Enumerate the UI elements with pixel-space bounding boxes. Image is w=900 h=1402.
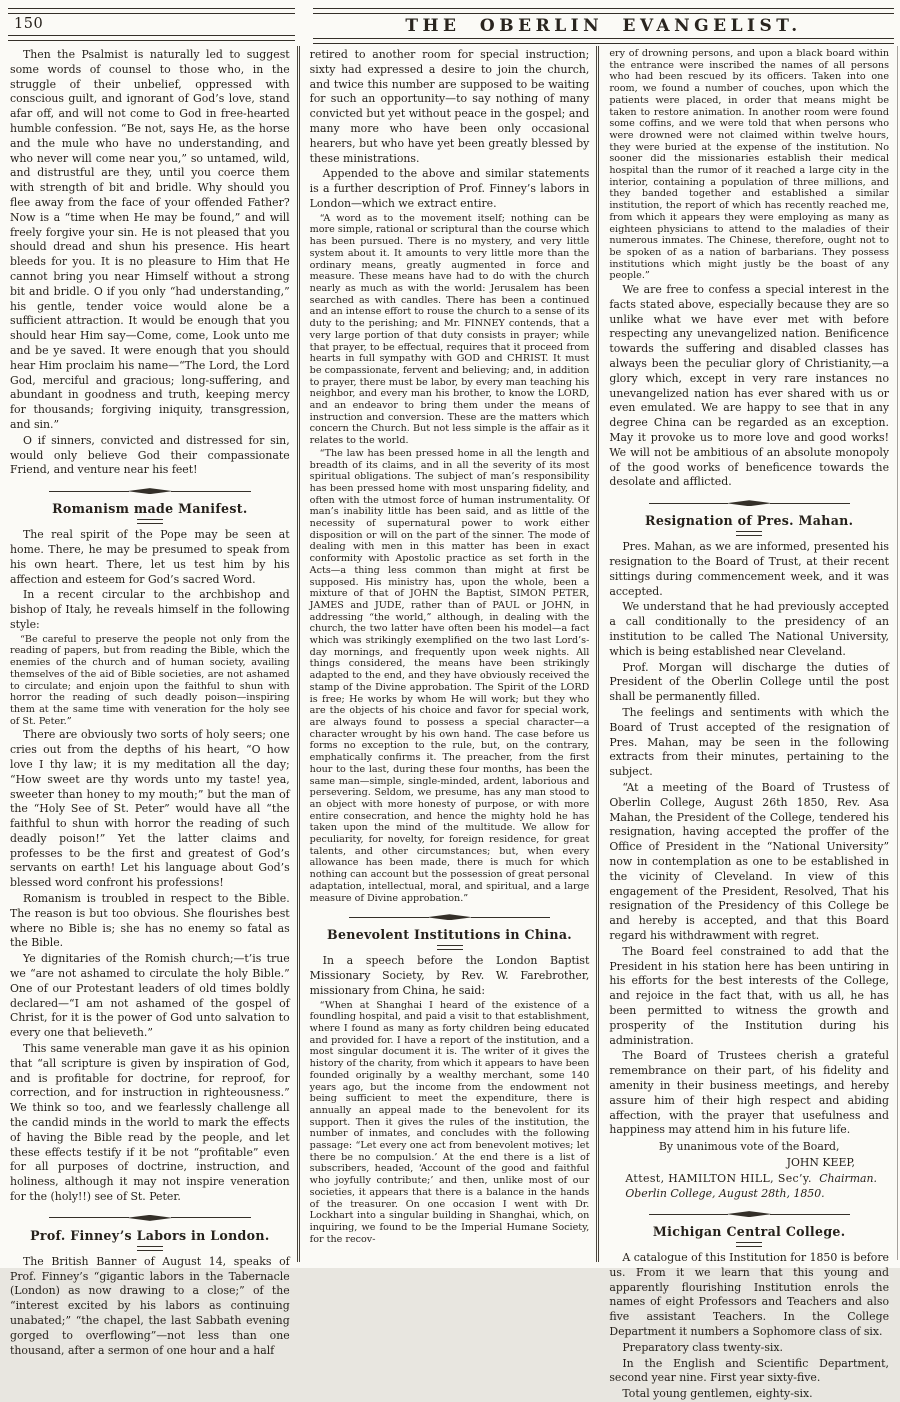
paragraph: retired to another room for special instruction; sixty had expressed a desire to join the church, and twice this number are supposed to be waiting for such an opportunity—to say nothing of many convicted but yet without peace in the gospel; and many more who have been only occasional hearers, but who have yet been greatly blessed by these ministrations. bbox=[309, 48, 590, 165]
header-bottom-rule-right bbox=[313, 38, 894, 44]
divider-diamond bbox=[427, 914, 473, 920]
quoted-extract-paragraph: “A word as to the movement itself; nothing can be more simple, rational or scriptural than the course which has been pursued. There is no mystery, and very little system about it. It amounts to very little more than the ordinary means, greatly augmented in force and measure. These means have had to do with the church nearly as much as with the world: Jerusalem has been searched as with candles. There has been a continued and an intense effort to rouse the church to a sense of its duty to the perishing; and Mr. FINNEY contends, that a very large portion of that duty consists in prayer; while that prayer, to be effectual, requires that it proceed from hearts in full sympathy with GOD and CHRIST. It must be compassionate, fervent and believing; and, in addition to prayer, there must be labor, by every man teaching his neighbor, and every man his brother, to know the LORD, and an endeavor to bring them under the means of instruction and conversion. These are the matters which concern the Church. But not less simple is the affair as it relates to the world. bbox=[309, 212, 590, 447]
paragraph: Appended to the above and similar statements is a further description of Prof. Finney’s labors in London—which we extract entire. bbox=[309, 167, 590, 210]
divider-line bbox=[49, 491, 129, 492]
article-heading-block bbox=[609, 513, 889, 536]
paragraph: O if sinners, convicted and distressed for sin, would only believe God their compassionate Friend, and venture near his feet! bbox=[10, 433, 290, 477]
paragraph: In a speech before the London Baptist Missionary Society, by Rev. W. Farebrother, missionary from China, he said: bbox=[309, 954, 590, 997]
paragraph: The British Banner of August 14, speaks of Prof. Finney’s “gigantic labors in the Tabernacle (London) as now drawing to a close;” of the “interest excited by his labors as continuing unabated;” “the chapel, the last Sabbath evening gorged to overflowing”—not less than one thousand, after a sermon of one hour and a half bbox=[10, 1254, 290, 1357]
signature-date-line: Oberlin College, August 28th, 1850. bbox=[625, 1187, 825, 1201]
paragraph: A catalogue of this Institution for 1850 is before us. From it we learn that this young and apparently flourishing Institution enrols the names of eight Professors and Teachers and also five assistant Teachers. In the College Department it numbers a Sophomore class of six. bbox=[609, 1251, 890, 1339]
divider-diamond bbox=[726, 1211, 772, 1217]
divider-diamond bbox=[127, 1215, 173, 1221]
article-title: Michigan Central College. bbox=[652, 1224, 846, 1240]
divider-line bbox=[471, 917, 551, 918]
section-divider-ornament bbox=[649, 1211, 850, 1217]
masthead-title: THE OBERLIN EVANGELIST. bbox=[405, 16, 802, 36]
paragraph: Romanism is troubled in respect to the Bible. The reason is but too obvious. She flourishes best where no Bible is; she has no enemy so fatal as the Bible. bbox=[10, 892, 290, 950]
header-bottom-rule-left bbox=[8, 35, 295, 41]
paragraph: We are free to confess a special interest in the facts stated above, especially because they are so unlike what we have ever met with before respecting any unevangelized nation. Benificence towards the suffering and disabled classes has always been the peculiar glory of Christianity,—a glory which, except in very rare instances no unevangelized nation has ever shared with us or even emulated. We are happy to see that in any degree China can be regarded as an exception. May it provoke us to more love and good works! We will not be ambitious of an absolute monopoly of the good works of beneficence towards the desolate and afflicted. bbox=[609, 283, 890, 489]
heading-underline-ornament bbox=[137, 1246, 163, 1251]
divider-line bbox=[171, 1217, 251, 1218]
paragraph: The Board of Trustees cherish a grateful remembrance on their part, of his fidelity and amenity in their business meetings, and hereby assure him of their high respect and abiding affection, with the prayer that usefulness and happiness may attend him in his future life. bbox=[609, 1049, 890, 1137]
paragraph: In a recent circular to the archbishop and bishop of Italy, he reveals himself in the following style: bbox=[10, 588, 290, 631]
heading-underline-ornament bbox=[437, 945, 463, 950]
columns bbox=[0, 44, 900, 1401]
section-divider-ornament bbox=[49, 488, 250, 494]
paragraph: In the English and Scientific Department, second year nine. First year sixty-five. bbox=[609, 1356, 890, 1385]
quoted-extract-paragraph: “Be careful to preserve the people not only from the reading of papers, but from reading the Bible, which the enemies of the church and of human society, availing themselves of the aid of Bible societies, are not ashamed to circulate; and enjoin upon the faithful to shun with horror the reading of such deadly poison—inspiring them at the same time with veneration for the holy see of St. Peter.” bbox=[10, 633, 290, 727]
masthead-block bbox=[313, 8, 894, 44]
article-heading-block bbox=[310, 927, 590, 950]
paragraph: Total young gentlemen, eighty-six. bbox=[622, 1387, 813, 1401]
quoted-extract-paragraph: “When at Shanghai I heard of the existence of a foundling hospital, and paid a visit to that establishment, where I found as many as forty children being educated and provided for. I have a report of the institution, and a most singular document it is. The writer of it gives the history of the charity, from which it appears to have been founded originally by a wealthy merchant, some 140 years ago, but the income from the endowment not being sufficient to meet the expenditure, there is annually an appeal made to the benevolent for its support. Then it gives the rules of the institution, the number of inmates, and concludes with the following passage: “Let every one act from benevolent motives; let there be no compulsion.’ At the end there is a list of subscribers, headed, ‘Account of the good and faithful who joyfully contribute;’ and then, unlike most of our societies, it appears that there is a balance in the hands of the treasurer. On one occasion I went with Dr. Lockhart into a singular building in Shanghai, which, on inquiring, we found to be the Imperial Humane Society, for the recov- bbox=[309, 999, 590, 1245]
divider-line bbox=[770, 1214, 850, 1215]
divider-line bbox=[349, 917, 429, 918]
signature-chairman-text: Chairman. bbox=[819, 1172, 878, 1186]
divider-line bbox=[49, 1217, 129, 1218]
section-divider-ornament bbox=[649, 500, 850, 506]
paragraph: We understand that he had previously accepted a call conditionally to the presidency of an institution to be called The National University, which is being established near Cleveland. bbox=[609, 600, 890, 658]
divider-line bbox=[171, 491, 251, 492]
column-1 bbox=[8, 46, 297, 1357]
article-heading-block bbox=[609, 1224, 889, 1247]
divider-diamond bbox=[127, 488, 173, 494]
heading-underline-ornament bbox=[137, 519, 163, 524]
column-2 bbox=[297, 46, 597, 1262]
paragraph: The real spirit of the Pope may be seen at home. There, he may be presumed to speak from his own heart. There, let us test him by his affection and esteem for God’s sacred Word. bbox=[10, 528, 290, 586]
quoted-extract-paragraph: “The law has been pressed home in all the length and breadth of its claims, and in all the severity of its most spiritual obligations. The subject of man’s responsibility has been pressed home with most unsparing fidelity, and often with the utmost force of human instrumentality. Of man’s inability little has been said, and as little of the necessity of supernatural power to work either disposition or will on the part of the sinner. The mode of dealing with men in this matter has been in exact conformity with Apostolic practice as set forth in the Acts—a thing less common than might at first be supposed. His ministry has, upon the whole, been a mixture of that of JOHN the Baptist, SIMON PETER, JAMES and JUDE, rather than of PAUL or JOHN, in addressing “the world,” although, in dealing with the church, the two latter have often been his model—a fact which was strikingly exemplified on the two last Lord’s-day mornings, and frequently upon week nights. All things considered, the means have been strikingly adapted to the end, and they have obviously received the stamp of the Divine approbation. The Spirit of the LORD is free; He works by whom He will work; but they who are the objects of his choice and favor for special work, are always found to possess a special character—a character wrought by his own hand. The case before us forms no exception to the rule, but, on the contrary, emphatically confirms it. The preacher, from the first hour to the last, during these four months, has been the same man—simple, single-minded, ardent, laborious and persevering. Seldom, we presume, has any man stood to an object with more honesty of purpose, or with more entire consecration, and hence the mighty hold he has taken upon the mind of the multitude. We allow for peculiarity, for novelty, for foreign residence, for great talents, and other circumstances; but, when every allowance has been made, there is much for which nothing can account but the possession of great personal adaptation, intellectual, moral, and spiritual, and a large measure of Divine approbation.” bbox=[309, 447, 590, 904]
signature-attest-line bbox=[609, 1171, 889, 1186]
paragraph: This same venerable man gave it as his opinion that “all scripture is given by inspiration of God, and is profitable for doctrine, for reproof, for correction, and for instruction in righteousness.” We think so too, and we fearlessly challenge all the candid minds in the world to mark the effects of having the Bible read by the people, and let these effects testify if it be not “profitable” even for all purposes of doctrine, instruction, and holiness, although it may not inspire veneration for the (holy!!) see of St. Peter. bbox=[10, 1042, 290, 1204]
paragraph: Prof. Morgan will discharge the duties of President of the Oberlin College until the post shall be permanently filled. bbox=[609, 660, 890, 704]
paragraph: The feelings and sentiments with which the Board of Trust accepted of the resignation of Pres. Mahan, may be seen in the following extracts from their minutes, pertaining to the subject. bbox=[609, 705, 890, 779]
divider-diamond bbox=[726, 500, 772, 506]
paragraph: Then the Psalmist is naturally led to suggest some words of counsel to those who, in the struggle of their unbelief, oppressed with conscious guilt, and ignorant of God’s love, stand afar off, and will not come to God in free-hearted humble confession. “Be not, says He, as the horse and the mule who have no understanding, and who never will come near you,” so untamed, wild, and distrustful are they, until you coerce them with strength of bit and bridle. Why should you flee away from the face of your offended Father? Now is a “time when He may be found,” and will freely forgive your sin. He is not pleased that you should dread and shun his presence. His heart bleeds for you. It is no pleasure to Him that He cannot bring you near Himself without a strong bit and bridle. O if you only “had understanding,” his gentle, tender voice would alone be a sufficient attraction. It would be enough that you should hear Him say—Come, come, Look unto me and be ye saved. It were enough that you should hear Him proclaim his name—“The Lord, the Lord God, merciful and gracious; long-suffering, and abundant in goodness and truth, keeping mercy for thousands; forgiving iniquity, transgression, and sin.” bbox=[10, 48, 290, 431]
section-divider-ornament bbox=[349, 914, 550, 920]
divider-line bbox=[649, 1214, 729, 1215]
article-title: Prof. Finney’s Labors in London. bbox=[30, 1227, 270, 1243]
article-heading-block bbox=[10, 501, 290, 524]
signature-attest-text: Attest, HAMILTON HILL, Sec’y. bbox=[625, 1172, 812, 1186]
quoted-extract-paragraph: ery of drowning persons, and upon a black board within the entrance were inscribed the names of all persons who had been rescued by its officers. Taken into one room, we found a number of couches, upon which the patients were placed, in order that means might be taken to restore animation. In another room were found some coffins, and we were told that when persons who were drowned were not claimed within twelve hours, they were buried at the expense of the institution. No sooner did the missionaries establish their medical hospital than the rumor of it reached a large city in the interior, containing a population of three millions, and they banded together and established a similar institution, the report of which has recently reached me, from which it appears they were employing as many as eighteen physicians to attend to the maladies of their numerous inmates. The Chinese, therefore, ought not to be spoken of as a nation of barbarians. They possess institutions which might justly be the boast of any people.” bbox=[609, 48, 890, 282]
paragraph: “At a meeting of the Board of Trustess of Oberlin College, August 26th 1850, Rev. Asa Mahan, the President of the College, tendered his resignation, having accepted the proffer of the Office of President in the “National University” now in contemplation as one to be established in the vicinity of Cleveland. In view of this engagement of the President, Resolved, That his resignation of the Presidency of this College be and hereby is accepted, and that this Board regard his withdrawment with regret. bbox=[609, 780, 890, 942]
article-heading-block bbox=[10, 1228, 290, 1251]
page-number-block bbox=[8, 8, 303, 44]
heading-underline-ornament bbox=[736, 531, 762, 536]
section-divider-ornament bbox=[49, 1215, 250, 1221]
paragraph: There are obviously two sorts of holy seers; one cries out from the depths of his heart, “O how love I thy law; it is my meditation all the day; “How sweet are thy words unto my taste! yea, sweeter than honey to my mouth;” but the man of the “Holy See of St. Peter” would have all “the faithful to shun with horror the reading of such deadly poison!” Yet the latter claims and professes to be the first and greatest of God’s servants on earth! Let his language about God’s blessed word confront his professions! bbox=[10, 728, 290, 890]
article-title: Resignation of Pres. Mahan. bbox=[645, 513, 854, 529]
paragraph: Ye dignitaries of the Romish church;—t’is true we “are not ashamed to circulate the holy Bible.” One of our Protestant leaders of old times boldly declared—“I am not ashamed of the gospel of Christ, for it is the power of God unto salvation to every one that believeth.” bbox=[10, 952, 290, 1040]
divider-line bbox=[649, 503, 729, 504]
column-3 bbox=[596, 46, 896, 1401]
page-number: 150 bbox=[14, 16, 44, 32]
page-header bbox=[0, 0, 900, 44]
paragraph: The Board feel constrained to add that the President in his station here has been untiring in his efforts for the best interests of the College, and rejoice in the fact that, with us all, he has been permitted to witness the growth and prosperity of the Institution during his administration. bbox=[609, 944, 890, 1047]
signature-keep-line: JOHN KEEP, bbox=[786, 1156, 856, 1170]
article-title: Romanism made Manifest. bbox=[52, 501, 248, 517]
paragraph: Preparatory class twenty-six. bbox=[622, 1340, 783, 1354]
article-title: Benevolent Institutions in China. bbox=[327, 927, 572, 943]
signature-vote-line: By unanimous vote of the Board, bbox=[658, 1140, 840, 1154]
heading-underline-ornament bbox=[736, 1242, 762, 1247]
divider-line bbox=[770, 503, 850, 504]
paragraph: Pres. Mahan, as we are informed, presented his resignation to the Board of Trust, at their recent sittings during commencement week, and it was accepted. bbox=[609, 540, 890, 598]
